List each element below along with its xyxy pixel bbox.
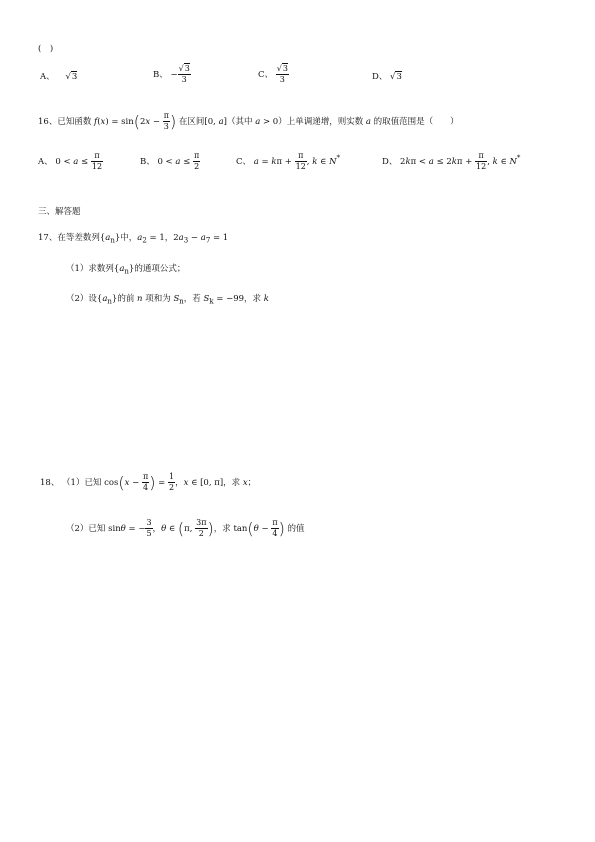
q15-option-a: A、 √3 — [40, 72, 78, 82]
q16-option-d: D、 2kπ < a ≤ 2kπ + $\frac{\pi}{12}$ , k ∈ N* — [382, 151, 521, 171]
q16-option-a: A、 0 < a ≤ $\frac{\pi}{12}$ — [38, 151, 103, 171]
q15-option-d: D、 √3 — [372, 72, 402, 82]
q16-stem: 16、已知函数 f(x) = sin(2x − $\frac{\pi}{3}$ ) 在区间[0, a]（其中 a > 0）上单调递增，则实数 a 的取值范围是（ ） — [38, 111, 459, 131]
section-title: 三、解答题 — [38, 207, 81, 217]
q17-part2: （2）设$\{a_n\}$的前 n 项和为 $S_n$，若 $S_k = -99$，求 k — [66, 294, 269, 306]
q18-part2: （2）已知 sinθ = − $\frac{3}{5}$ ，θ ∈ (π, $\frac{3\pi}{2}$ )，求 tan(θ − $\frac{\pi}{4}$ ) 的值 — [66, 518, 305, 538]
q16-option-c: C、 a = kπ + $\frac{\pi}{12}$ , k ∈ N* — [236, 151, 340, 171]
q18-part1: 18、 （1）已知 cos(x − $\frac{\pi}{4}$ ) = $\frac{1}{2}$ ，x ∈ [0, π]，求 x； — [40, 472, 257, 492]
q15-option-c: C、 $\frac{√3}{3}$ — [258, 64, 288, 84]
q16-option-b: B、 0 < a ≤ $\frac{\pi}{2}$ — [140, 151, 200, 171]
q17-stem: 17、在等差数列$\{a_n\}$中，$a_2 = 1$，$2a_3 - a_7 = 1$ — [38, 233, 229, 245]
prev-question-paren: ( ) — [38, 44, 54, 54]
q15-option-b: B、 − $\frac{√3}{3}$ — [153, 64, 190, 84]
q17-part1: （1）求数列$\{a_n\}$的通项公式； — [66, 264, 186, 276]
